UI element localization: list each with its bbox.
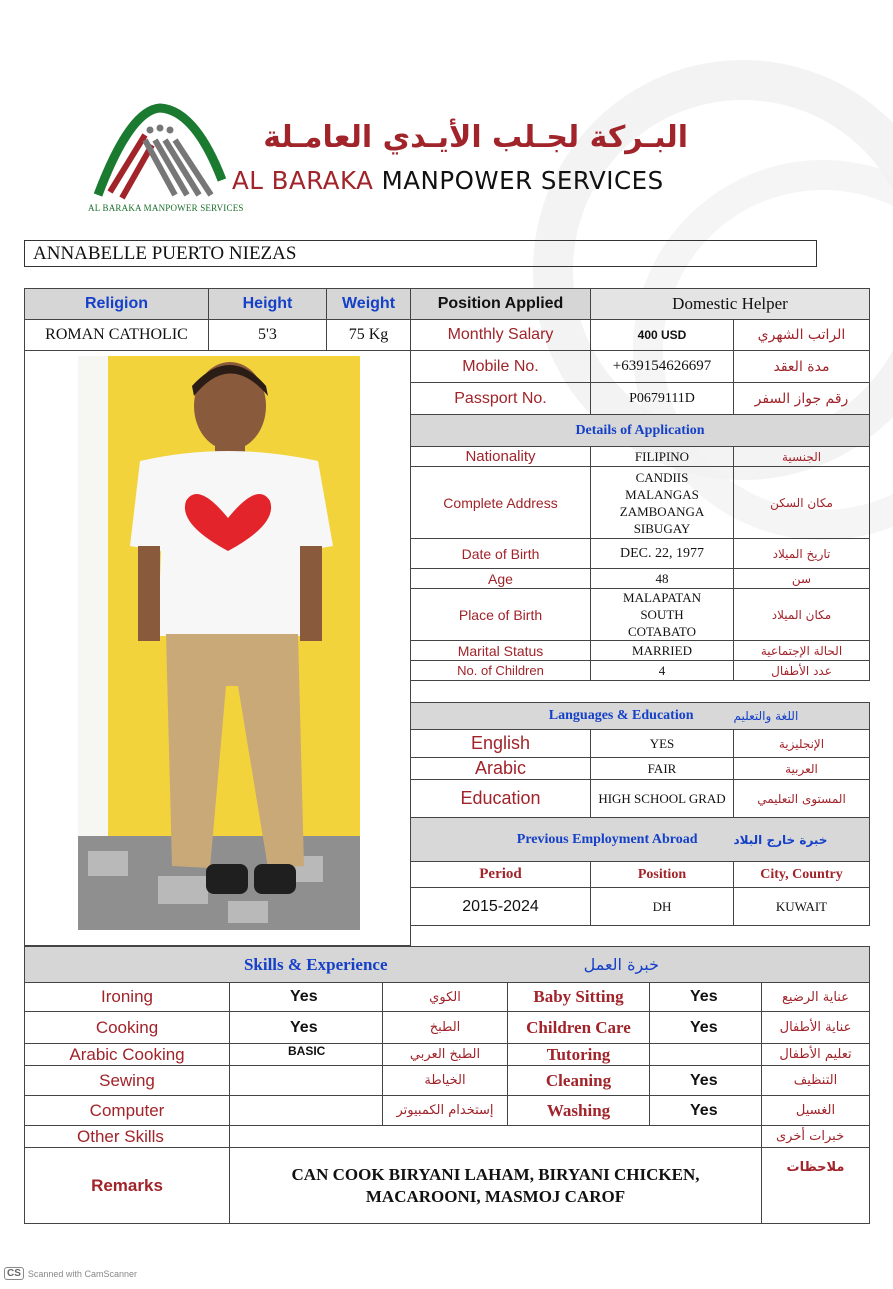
skill-arabic-cooking-label: Arabic Cooking: [25, 1044, 230, 1066]
details-table: [410, 350, 870, 681]
skill-cooking-label: Cooking: [25, 1012, 230, 1044]
languages-table: [410, 702, 870, 926]
religion-label: Religion: [25, 289, 209, 320]
city-header: City, Country: [734, 862, 870, 888]
skill-cleaning-label: Cleaning: [508, 1066, 650, 1096]
arabic-label: Arabic: [411, 758, 591, 780]
logo-caption: AL BARAKA MANPOWER SERVICES: [88, 203, 244, 213]
city-value: KUWAIT: [734, 888, 870, 926]
passport-label: Passport No.: [411, 383, 591, 415]
address-arabic: مكان السكن: [734, 467, 870, 539]
position-label: Position Applied: [411, 289, 591, 320]
skill-arabic-cooking-arabic: الطبخ العربي: [383, 1044, 508, 1066]
arabic-company-title: البـركة لجـلب الأيـدي العامـلة: [263, 120, 688, 155]
skill-cleaning-arabic: التنظيف: [762, 1066, 870, 1096]
english-arabic: الإنجليزية: [734, 730, 870, 758]
employment-heading: Previous Employment Abroad: [411, 818, 734, 862]
arabic-value: FAIR: [591, 758, 734, 780]
skill-tutoring-arabic: تعليم الأطفال: [762, 1044, 870, 1066]
english-value: YES: [591, 730, 734, 758]
salary-arabic: الراتب الشهري: [734, 320, 870, 351]
english-company-title: AL BARAKA MANPOWER SERVICES: [232, 166, 664, 195]
dob-label: Date of Birth: [411, 539, 591, 569]
skill-computer-label: Computer: [25, 1096, 230, 1126]
other-skills-label: Other Skills: [25, 1126, 230, 1148]
marital-value: MARRIED: [591, 641, 734, 661]
mobile-arabic: مدة العقد: [734, 351, 870, 383]
candidate-name: ANNABELLE PUERTO NIEZAS: [24, 240, 817, 267]
skill-babysitting-arabic: عناية الرضيع: [762, 983, 870, 1012]
height-label: Height: [209, 289, 327, 320]
age-label: Age: [411, 569, 591, 589]
dob-value: DEC. 22, 1977: [591, 539, 734, 569]
skill-sewing-label: Sewing: [25, 1066, 230, 1096]
nationality-value: FILIPINO: [591, 447, 734, 467]
children-label: No. of Children: [411, 661, 591, 681]
dob-arabic: تاريخ الميلاد: [734, 539, 870, 569]
skill-childcare-arabic: عناية الأطفال: [762, 1012, 870, 1044]
education-value: HIGH SCHOOL GRAD: [591, 780, 734, 818]
skill-sewing-value: [230, 1066, 383, 1096]
camscanner-icon: CS: [4, 1267, 24, 1280]
skill-washing-arabic: الغسيل: [762, 1096, 870, 1126]
skill-cooking-arabic: الطبخ: [383, 1012, 508, 1044]
passport-arabic: رقم جواز السفر: [734, 383, 870, 415]
mobile-value: +639154626697: [591, 351, 734, 383]
arabic-arabic: العربية: [734, 758, 870, 780]
skill-computer-arabic: إستخدام الكمبيوتر: [383, 1096, 508, 1126]
skills-table: [24, 946, 870, 1224]
marital-arabic: الحالة الإجتماعية: [734, 641, 870, 661]
nationality-label: Nationality: [411, 447, 591, 467]
skill-computer-value: [230, 1096, 383, 1126]
other-skills-value: [230, 1126, 762, 1148]
address-value: CANDIIS MALANGAS ZAMBOANGA SIBUGAY: [591, 467, 734, 539]
candidate-photo: [78, 356, 360, 930]
skill-arabic-cooking-value: BASIC: [230, 1044, 383, 1066]
birthplace-label: Place of Birth: [411, 589, 591, 641]
other-skills-arabic: خبرات أخرى: [762, 1126, 870, 1148]
company-logo: [90, 100, 230, 210]
marital-label: Marital Status: [411, 641, 591, 661]
skills-heading-arabic: خبرة العمل: [508, 947, 870, 983]
birthplace-arabic: مكان الميلاد: [734, 589, 870, 641]
skill-childcare-value: Yes: [650, 1012, 762, 1044]
mobile-label: Mobile No.: [411, 351, 591, 383]
birthplace-value: MALAPATAN SOUTH COTABATO: [591, 589, 734, 641]
employment-heading-arabic: خبرة خارج البلاد: [734, 818, 870, 862]
salary-value: 400 USD: [591, 320, 734, 351]
languages-heading: Languages & Education: [411, 703, 734, 730]
top-info-table: [24, 288, 870, 351]
education-arabic: المستوى التعليمي: [734, 780, 870, 818]
children-value: 4: [591, 661, 734, 681]
skill-tutoring-value: [650, 1044, 762, 1066]
salary-label: Monthly Salary: [411, 320, 591, 351]
religion-value: ROMAN CATHOLIC: [25, 320, 209, 351]
children-arabic: عدد الأطفال: [734, 661, 870, 681]
skill-ironing-arabic: الكوي: [383, 983, 508, 1012]
height-value: 5'3: [209, 320, 327, 351]
weight-label: Weight: [327, 289, 411, 320]
period-value: 2015-2024: [411, 888, 591, 926]
passport-value: P0679111D: [591, 383, 734, 415]
age-arabic: سن: [734, 569, 870, 589]
weight-value: 75 Kg: [327, 320, 411, 351]
nationality-arabic: الجنسية: [734, 447, 870, 467]
skill-sewing-arabic: الخياطة: [383, 1066, 508, 1096]
skill-babysitting-value: Yes: [650, 983, 762, 1012]
employment-position-value: DH: [591, 888, 734, 926]
age-value: 48: [591, 569, 734, 589]
skill-babysitting-label: Baby Sitting: [508, 983, 650, 1012]
skill-cooking-value: Yes: [230, 1012, 383, 1044]
skill-ironing-label: Ironing: [25, 983, 230, 1012]
skill-ironing-value: Yes: [230, 983, 383, 1012]
scanner-text: Scanned with CamScanner: [27, 1268, 137, 1279]
position-header: Position: [591, 862, 734, 888]
position-value: Domestic Helper: [591, 289, 870, 320]
languages-heading-arabic: اللغة والتعليم: [734, 703, 870, 730]
address-label: Complete Address: [411, 467, 591, 539]
english-label: English: [411, 730, 591, 758]
remarks-arabic: ملاحظات: [762, 1148, 870, 1224]
skill-childcare-label: Children Care: [508, 1012, 650, 1044]
skills-heading: Skills & Experience: [25, 947, 508, 983]
details-heading: Details of Application: [411, 415, 870, 447]
remarks-value: CAN COOK BIRYANI LAHAM, BIRYANI CHICKEN, MACAROONI, MASMOJ CAROF: [230, 1148, 762, 1224]
skill-washing-value: Yes: [650, 1096, 762, 1126]
skill-cleaning-value: Yes: [650, 1066, 762, 1096]
scanner-watermark: [4, 1267, 137, 1280]
period-header: Period: [411, 862, 591, 888]
skill-washing-label: Washing: [508, 1096, 650, 1126]
skill-tutoring-label: Tutoring: [508, 1044, 650, 1066]
education-label: Education: [411, 780, 591, 818]
remarks-label: Remarks: [25, 1148, 230, 1224]
